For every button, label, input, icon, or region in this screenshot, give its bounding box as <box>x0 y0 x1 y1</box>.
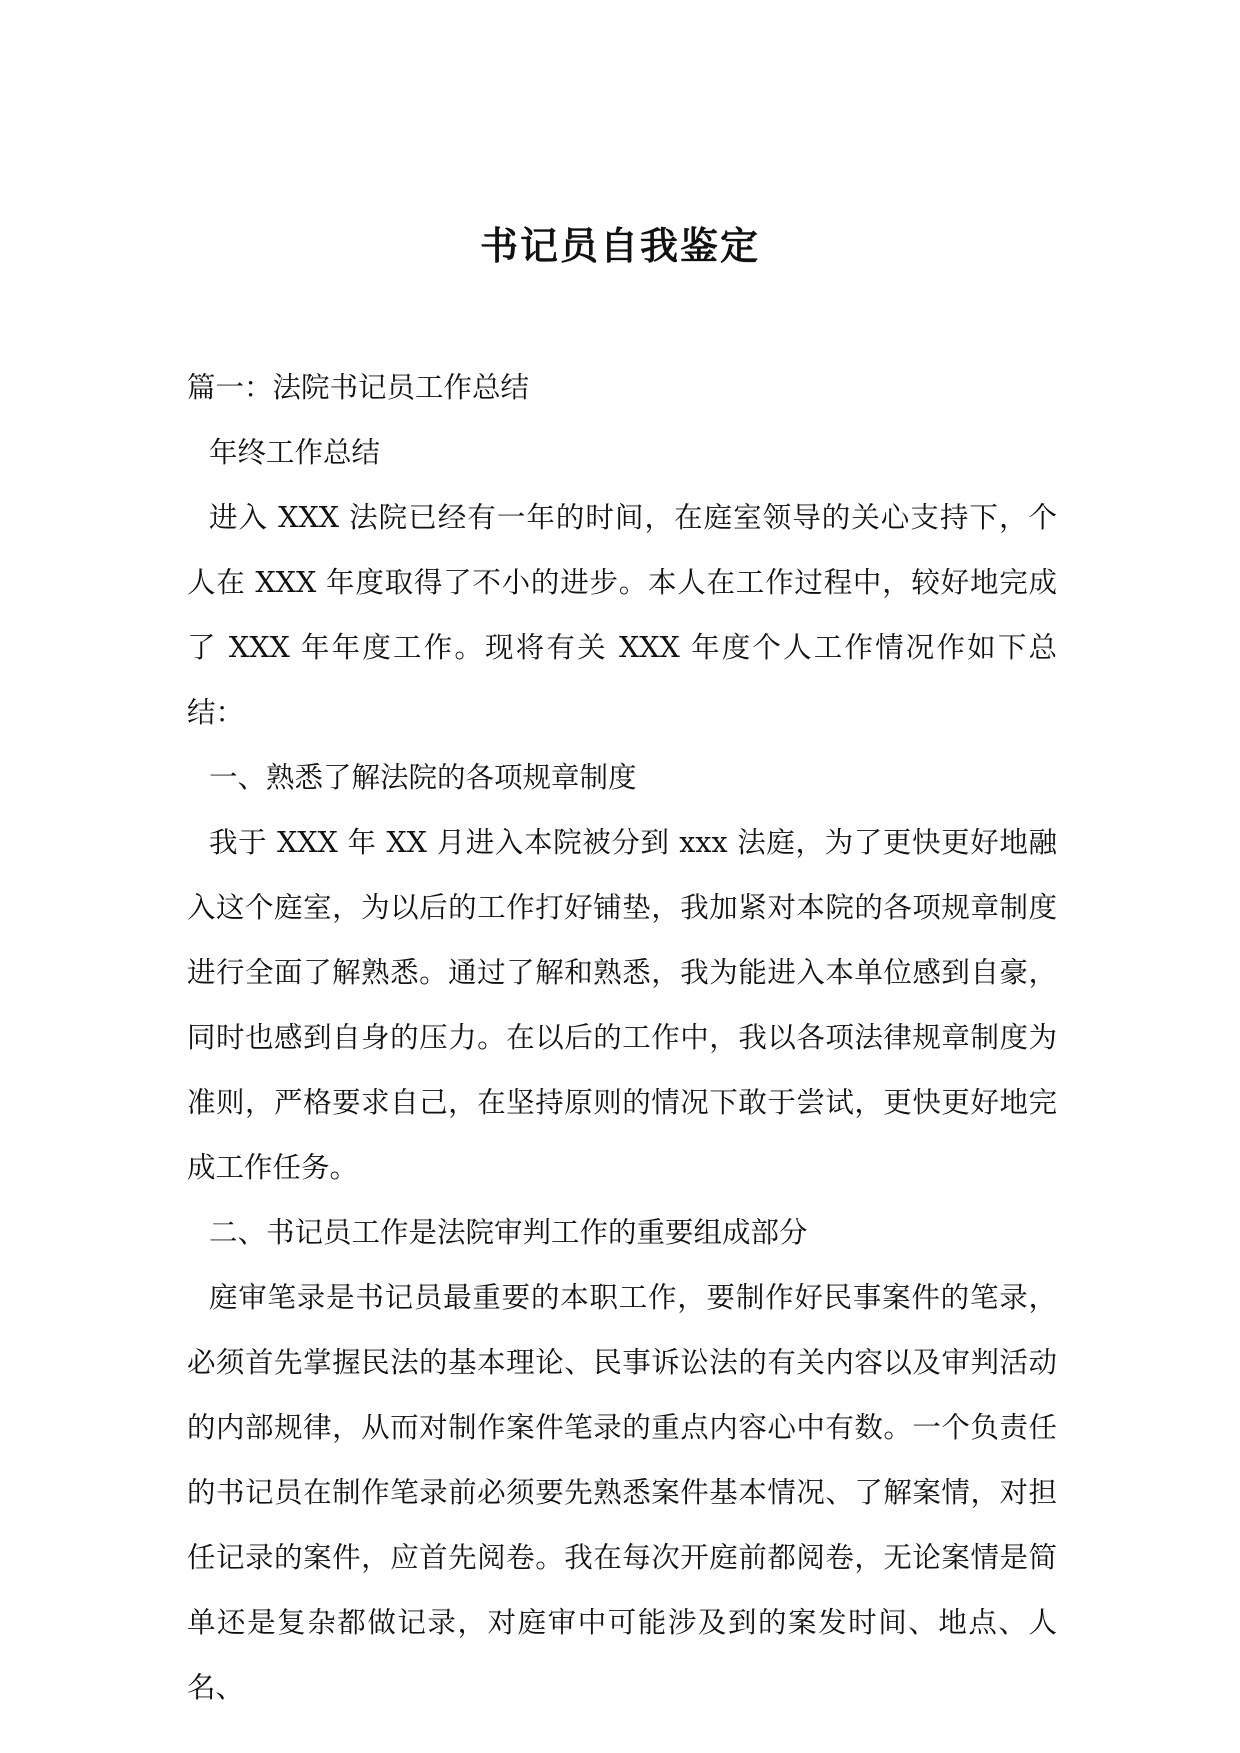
document-title: 书记员自我鉴定 <box>479 223 760 268</box>
section-heading: 篇一：法院书记员工作总结 <box>187 371 530 404</box>
paragraph: 进入 XXX 法院已经有一年的时间，在庭室领导的关心支持下，个人在 XXX 年度取得了不小的进步。本人在工作过程中，较好地完成了 XXX 年年度工作。现将有关 XXX 年度个人工作情况作如下总结： <box>187 501 1057 729</box>
subheading: 二、书记员工作是法院审判工作的重要组成部分 <box>209 1216 808 1249</box>
subheading: 一、熟悉了解法院的各项规章制度 <box>209 761 637 794</box>
subheading: 年终工作总结 <box>209 436 381 469</box>
document-body <box>187 355 1057 1720</box>
paragraph: 庭审笔录是书记员最重要的本职工作，要制作好民事案件的笔录，必须首先掌握民法的基本理论、民事诉讼法的有关内容以及审判活动的内部规律，从而对制作案件笔录的重点内容心中有数。一个负责任的书记员在制作笔录前必须要先熟悉案件基本情况、了解案情，对担任记录的案件，应首先阅卷。我在每次开庭前都阅卷，无论案情是简单还是复杂都做记录，对庭审中可能涉及到的案发时间、地点、人名、 <box>187 1281 1057 1704</box>
paragraph: 我于 XXX 年 XX 月进入本院被分到 xxx 法庭，为了更快更好地融入这个庭室，为以后的工作打好铺垫，我加紧对本院的各项规章制度进行全面了解熟悉。通过了解和熟悉，我为能进入本单位感到自豪，同时也感到自身的压力。在以后的工作中，我以各项法律规章制度为准则，严格要求自己，在坚持原则的情况下敢于尝试，更快更好地完成工作任务。 <box>187 826 1057 1184</box>
